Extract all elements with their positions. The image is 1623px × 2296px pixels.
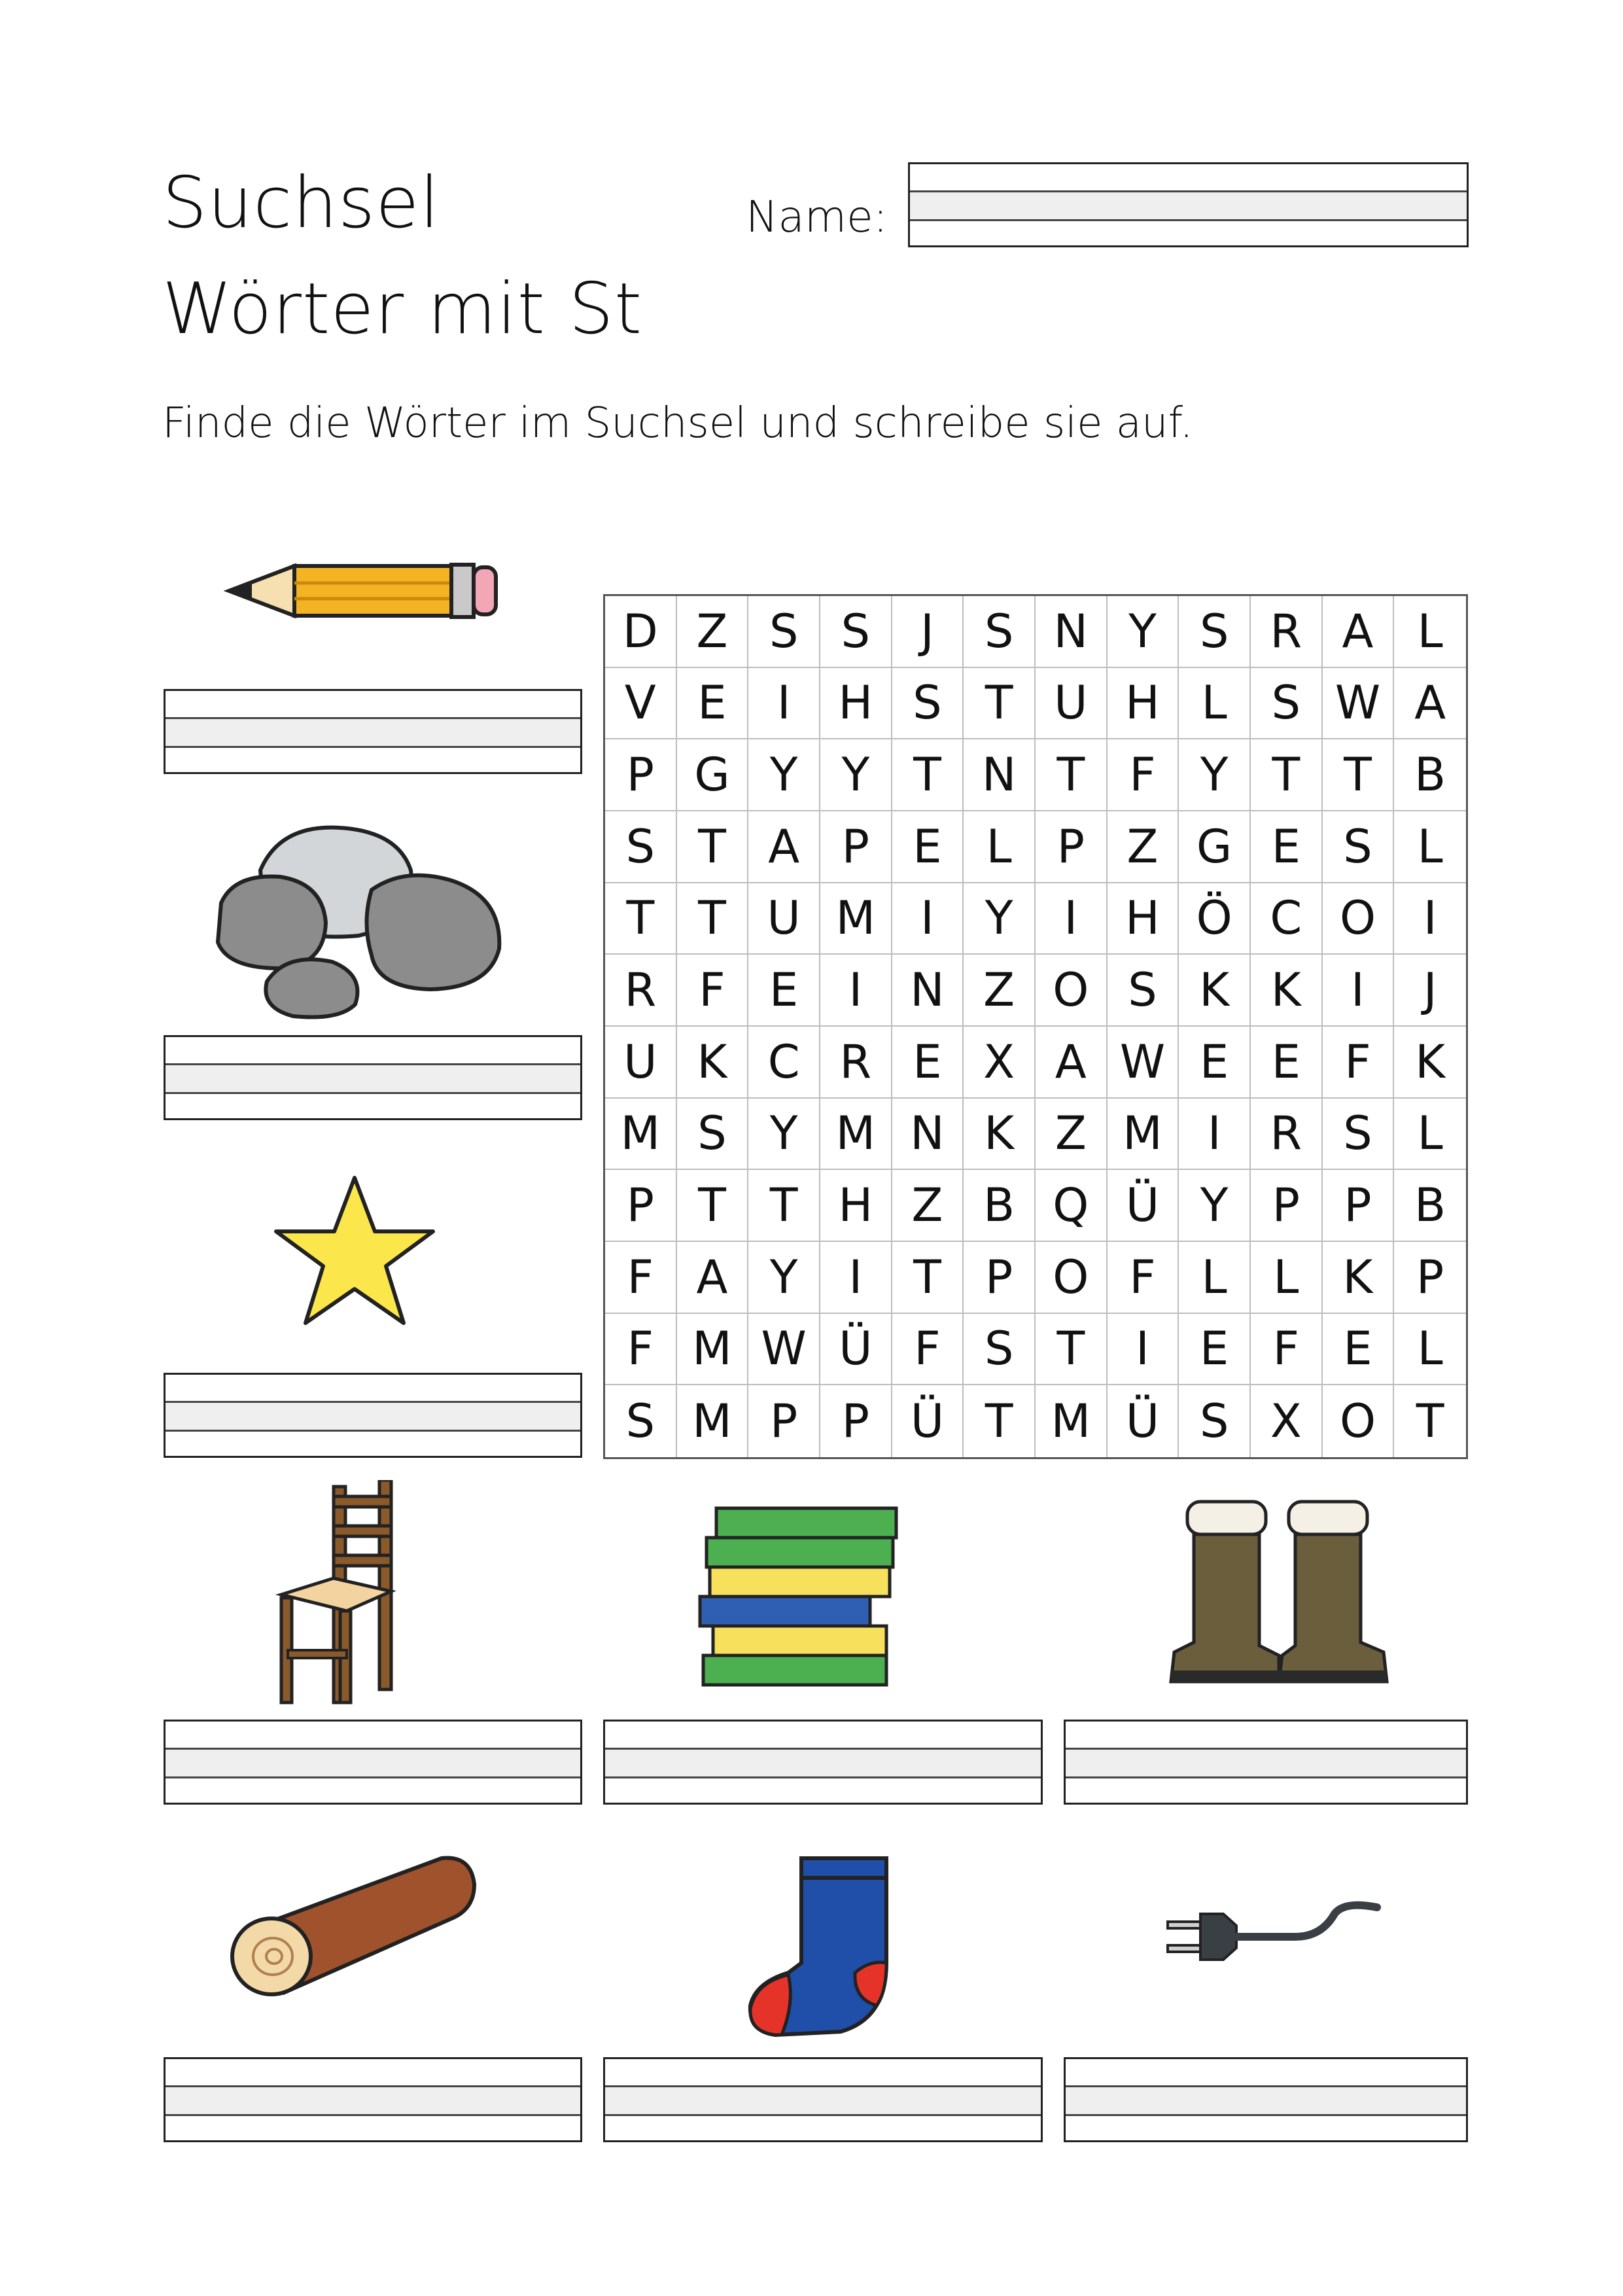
grid-cell[interactable]: Y — [748, 1242, 820, 1314]
grid-cell[interactable]: Ü — [1108, 1385, 1179, 1457]
grid-cell[interactable]: S — [1179, 596, 1251, 668]
grid-cell[interactable]: S — [964, 1314, 1036, 1386]
grid-cell[interactable]: Z — [964, 955, 1036, 1027]
grid-cell[interactable]: P — [605, 739, 677, 811]
grid-cell[interactable]: P — [1251, 1170, 1323, 1242]
grid-cell[interactable]: W — [748, 1314, 820, 1386]
grid-cell[interactable]: E — [1179, 1314, 1251, 1386]
grid-cell[interactable]: L — [1394, 811, 1466, 883]
grid-cell[interactable]: I — [892, 883, 964, 955]
grid-cell[interactable]: M — [605, 1099, 677, 1171]
grid-cell[interactable]: F — [1251, 1314, 1323, 1386]
grid-cell[interactable]: T — [892, 739, 964, 811]
grid-cell[interactable]: S — [605, 1385, 677, 1457]
plug-picture — [1164, 1901, 1387, 1973]
grid-cell[interactable]: K — [964, 1099, 1036, 1171]
pencil-icon — [222, 553, 504, 625]
grid-cell[interactable]: X — [964, 1027, 1036, 1099]
grid-cell[interactable]: K — [1394, 1027, 1466, 1099]
grid-cell[interactable]: S — [892, 668, 964, 740]
grid-cell[interactable]: I — [1036, 883, 1108, 955]
grid-cell[interactable]: A — [1394, 668, 1466, 740]
answer-lines-plug[interactable] — [1064, 2057, 1468, 2142]
grid-cell[interactable]: T — [1416, 1394, 1444, 1449]
grid-cell[interactable]: T — [677, 883, 749, 955]
plug-icon — [1164, 1901, 1387, 1973]
grid-cell[interactable]: M — [1108, 1099, 1179, 1171]
grid-cell[interactable]: E — [1251, 811, 1323, 883]
grid-cell[interactable]: C — [1251, 883, 1323, 955]
grid-cell[interactable]: Ö — [1179, 883, 1251, 955]
grid-cell[interactable]: I — [1394, 883, 1466, 955]
stones-picture — [208, 811, 509, 1027]
grid-cell[interactable]: T — [892, 1242, 964, 1314]
grid-cell[interactable]: P — [820, 1385, 892, 1457]
grid-cell[interactable]: Q — [1036, 1170, 1108, 1242]
grid-cell[interactable]: L — [964, 811, 1036, 883]
star-icon — [268, 1171, 442, 1332]
grid-cell[interactable]: S — [1179, 1385, 1251, 1457]
grid-cell[interactable]: E — [892, 811, 964, 883]
grid-cell[interactable]: P — [820, 811, 892, 883]
answer-lines-sock[interactable] — [603, 2057, 1043, 2142]
grid-cell[interactable]: A — [677, 1242, 749, 1314]
grid-cell[interactable]: E — [1179, 1027, 1251, 1099]
grid-cell[interactable]: I — [1108, 1314, 1179, 1386]
grid-cell[interactable]: W — [1108, 1027, 1179, 1099]
grid-cell[interactable]: T — [605, 883, 677, 955]
grid-cell[interactable]: E — [748, 955, 820, 1027]
answer-lines-chair[interactable] — [164, 1720, 582, 1805]
grid-cell[interactable]: M — [1036, 1385, 1108, 1457]
grid-cell[interactable]: P — [964, 1242, 1036, 1314]
grid-cell[interactable]: U — [605, 1027, 677, 1099]
chair-icon — [275, 1480, 406, 1709]
grid-cell[interactable]: I — [1179, 1099, 1251, 1171]
sock-icon — [742, 1852, 893, 2041]
grid-cell[interactable]: P — [1323, 1170, 1395, 1242]
grid-cell[interactable]: Ü — [820, 1314, 892, 1386]
grid-cell[interactable]: T — [1251, 739, 1323, 811]
log-picture — [219, 1852, 481, 2002]
grid-cell[interactable]: M — [820, 1099, 892, 1171]
grid-cell[interactable]: I — [820, 955, 892, 1027]
grid-cell[interactable]: B — [1394, 1170, 1466, 1242]
sock-picture — [742, 1852, 893, 2041]
grid-cell[interactable]: F — [1323, 1027, 1395, 1099]
grid-cell[interactable]: P — [1036, 811, 1108, 883]
grid-cell[interactable]: Y — [1108, 596, 1179, 668]
pencil-picture — [222, 553, 504, 625]
boots-picture — [1168, 1495, 1390, 1691]
grid-cell[interactable]: V — [605, 668, 677, 740]
name-label: Name: — [746, 192, 888, 242]
grid-cell[interactable]: F — [605, 1314, 677, 1386]
grid-cell[interactable]: N — [892, 1099, 964, 1171]
grid-cell[interactable]: T — [748, 1170, 820, 1242]
grid-cell[interactable]: F — [892, 1314, 964, 1386]
answer-lines-books[interactable] — [603, 1720, 1043, 1805]
grid-cell[interactable]: L — [1179, 1242, 1251, 1314]
answer-lines-log[interactable] — [164, 2057, 582, 2142]
instruction-text: Finde die Wörter im Suchsel und schreibe sie auf. — [162, 399, 1193, 448]
grid-cell[interactable]: E — [677, 668, 749, 740]
grid-cell[interactable]: T — [1323, 739, 1395, 811]
grid-cell[interactable]: K — [1179, 955, 1251, 1027]
grid-cell[interactable]: O — [1323, 1385, 1395, 1457]
grid-cell[interactable]: S — [677, 1099, 749, 1171]
grid-cell[interactable]: T — [964, 668, 1036, 740]
grid-cell[interactable]: I — [748, 668, 820, 740]
grid-cell[interactable]: L — [1251, 1242, 1323, 1314]
grid-cell[interactable]: E — [1323, 1314, 1395, 1386]
grid-cell[interactable]: K — [677, 1027, 749, 1099]
grid-cell[interactable]: N — [964, 739, 1036, 811]
books-stack-icon — [697, 1505, 906, 1689]
grid-cell[interactable]: B — [1394, 739, 1466, 811]
grid-cell[interactable]: M — [677, 1314, 749, 1386]
grid-cell[interactable]: X — [1251, 1385, 1323, 1457]
grid-cell[interactable]: L — [1179, 668, 1251, 740]
chair-picture — [275, 1480, 406, 1709]
grid-cell[interactable]: L — [1394, 1314, 1466, 1386]
grid-cell[interactable]: T — [677, 1170, 749, 1242]
grid-cell[interactable]: F — [1108, 1242, 1179, 1314]
grid-cell[interactable]: S — [1108, 955, 1179, 1027]
grid-cell[interactable]: T — [1036, 739, 1108, 811]
grid-cell[interactable]: A — [1036, 1027, 1108, 1099]
grid-cell[interactable]: C — [748, 1027, 820, 1099]
grid-cell[interactable]: S — [1323, 1099, 1395, 1171]
grid-cell[interactable]: G — [1179, 811, 1251, 883]
grid-cell[interactable]: E — [1251, 1027, 1323, 1099]
grid-cell[interactable]: Y — [1179, 1170, 1251, 1242]
grid-cell[interactable]: S — [605, 811, 677, 883]
grid-cell[interactable]: G — [677, 739, 749, 811]
grid-cell[interactable]: N — [1036, 596, 1108, 668]
grid-cell[interactable]: N — [892, 955, 964, 1027]
grid-cell[interactable]: Ü — [892, 1385, 964, 1457]
log-icon — [219, 1852, 481, 2002]
grid-cell[interactable]: K — [1323, 1242, 1395, 1314]
grid-cell[interactable]: S — [1251, 668, 1323, 740]
grid-cell[interactable]: D — [605, 596, 677, 668]
stones-icon — [208, 811, 509, 1027]
word-search-grid — [603, 594, 1468, 1459]
answer-lines-pencil[interactable] — [164, 689, 582, 774]
grid-cell[interactable]: Z — [677, 596, 749, 668]
worksheet-subtitle: Wörter mit St — [162, 268, 643, 350]
grid-cell[interactable]: Z — [1036, 1099, 1108, 1171]
grid-cell[interactable]: Ü — [1108, 1170, 1179, 1242]
name-field[interactable] — [908, 162, 1469, 247]
grid-cell[interactable]: A — [1323, 596, 1395, 668]
grid-cell[interactable]: T — [677, 811, 749, 883]
grid-cell[interactable]: A — [748, 811, 820, 883]
grid-cell[interactable]: M — [820, 883, 892, 955]
grid-cell[interactable]: S — [820, 596, 892, 668]
books-picture — [697, 1505, 906, 1689]
grid-cell[interactable]: T — [964, 1385, 1036, 1457]
grid-cell[interactable]: M — [677, 1385, 749, 1457]
grid-cell[interactable]: J — [1394, 955, 1466, 1027]
grid-cell[interactable]: Y — [964, 883, 1036, 955]
grid-cell[interactable]: P — [605, 1170, 677, 1242]
grid-cell[interactable]: R — [820, 1027, 892, 1099]
grid-cell[interactable]: H — [1108, 883, 1179, 955]
grid-cell[interactable]: P — [1394, 1242, 1466, 1314]
worksheet-title: Suchsel — [162, 162, 440, 244]
grid-cell[interactable]: Y — [1179, 739, 1251, 811]
grid-cell[interactable]: F — [677, 955, 749, 1027]
grid-cell[interactable]: T — [1036, 1314, 1108, 1386]
grid-cell[interactable]: F — [1108, 739, 1179, 811]
grid-cell[interactable]: R — [605, 955, 677, 1027]
grid-cell[interactable]: B — [964, 1170, 1036, 1242]
answer-lines-stones[interactable] — [164, 1035, 582, 1120]
grid-cell[interactable]: H — [1108, 668, 1179, 740]
grid-cell[interactable]: S — [748, 596, 820, 668]
grid-cell[interactable]: P — [748, 1385, 820, 1457]
grid-cell[interactable]: Z — [1108, 811, 1179, 883]
grid-cell[interactable]: K — [1251, 955, 1323, 1027]
boots-icon — [1168, 1495, 1390, 1691]
grid-cell[interactable]: O — [1036, 1242, 1108, 1314]
grid-cell[interactable]: J — [892, 596, 964, 668]
grid-cell[interactable]: Y — [748, 1099, 820, 1171]
grid-cell[interactable]: S — [964, 596, 1036, 668]
grid-cell[interactable]: O — [1036, 955, 1108, 1027]
grid-cell[interactable]: W — [1323, 668, 1395, 740]
grid-cell[interactable]: Y — [748, 739, 820, 811]
grid-cell[interactable]: E — [892, 1027, 964, 1099]
star-picture — [268, 1171, 442, 1332]
grid-cell[interactable]: F — [605, 1242, 677, 1314]
grid-cell[interactable]: U — [748, 883, 820, 955]
answer-lines-star[interactable] — [164, 1373, 582, 1458]
grid-cell[interactable]: L — [1394, 596, 1466, 668]
grid-cell[interactable]: I — [820, 1242, 892, 1314]
grid-cell[interactable]: H — [820, 668, 892, 740]
grid-cell[interactable]: U — [1036, 668, 1108, 740]
grid-cell[interactable]: R — [1251, 596, 1323, 668]
grid-cell[interactable]: H — [820, 1170, 892, 1242]
grid-cell[interactable]: I — [1323, 955, 1395, 1027]
grid-cell[interactable]: S — [1323, 811, 1395, 883]
grid-cell[interactable]: Y — [820, 739, 892, 811]
grid-cell[interactable]: Z — [892, 1170, 964, 1242]
grid-cell[interactable]: L — [1394, 1099, 1466, 1171]
grid-cell[interactable]: O — [1323, 883, 1395, 955]
grid-cell[interactable]: R — [1251, 1099, 1323, 1171]
answer-lines-boots[interactable] — [1064, 1720, 1468, 1805]
